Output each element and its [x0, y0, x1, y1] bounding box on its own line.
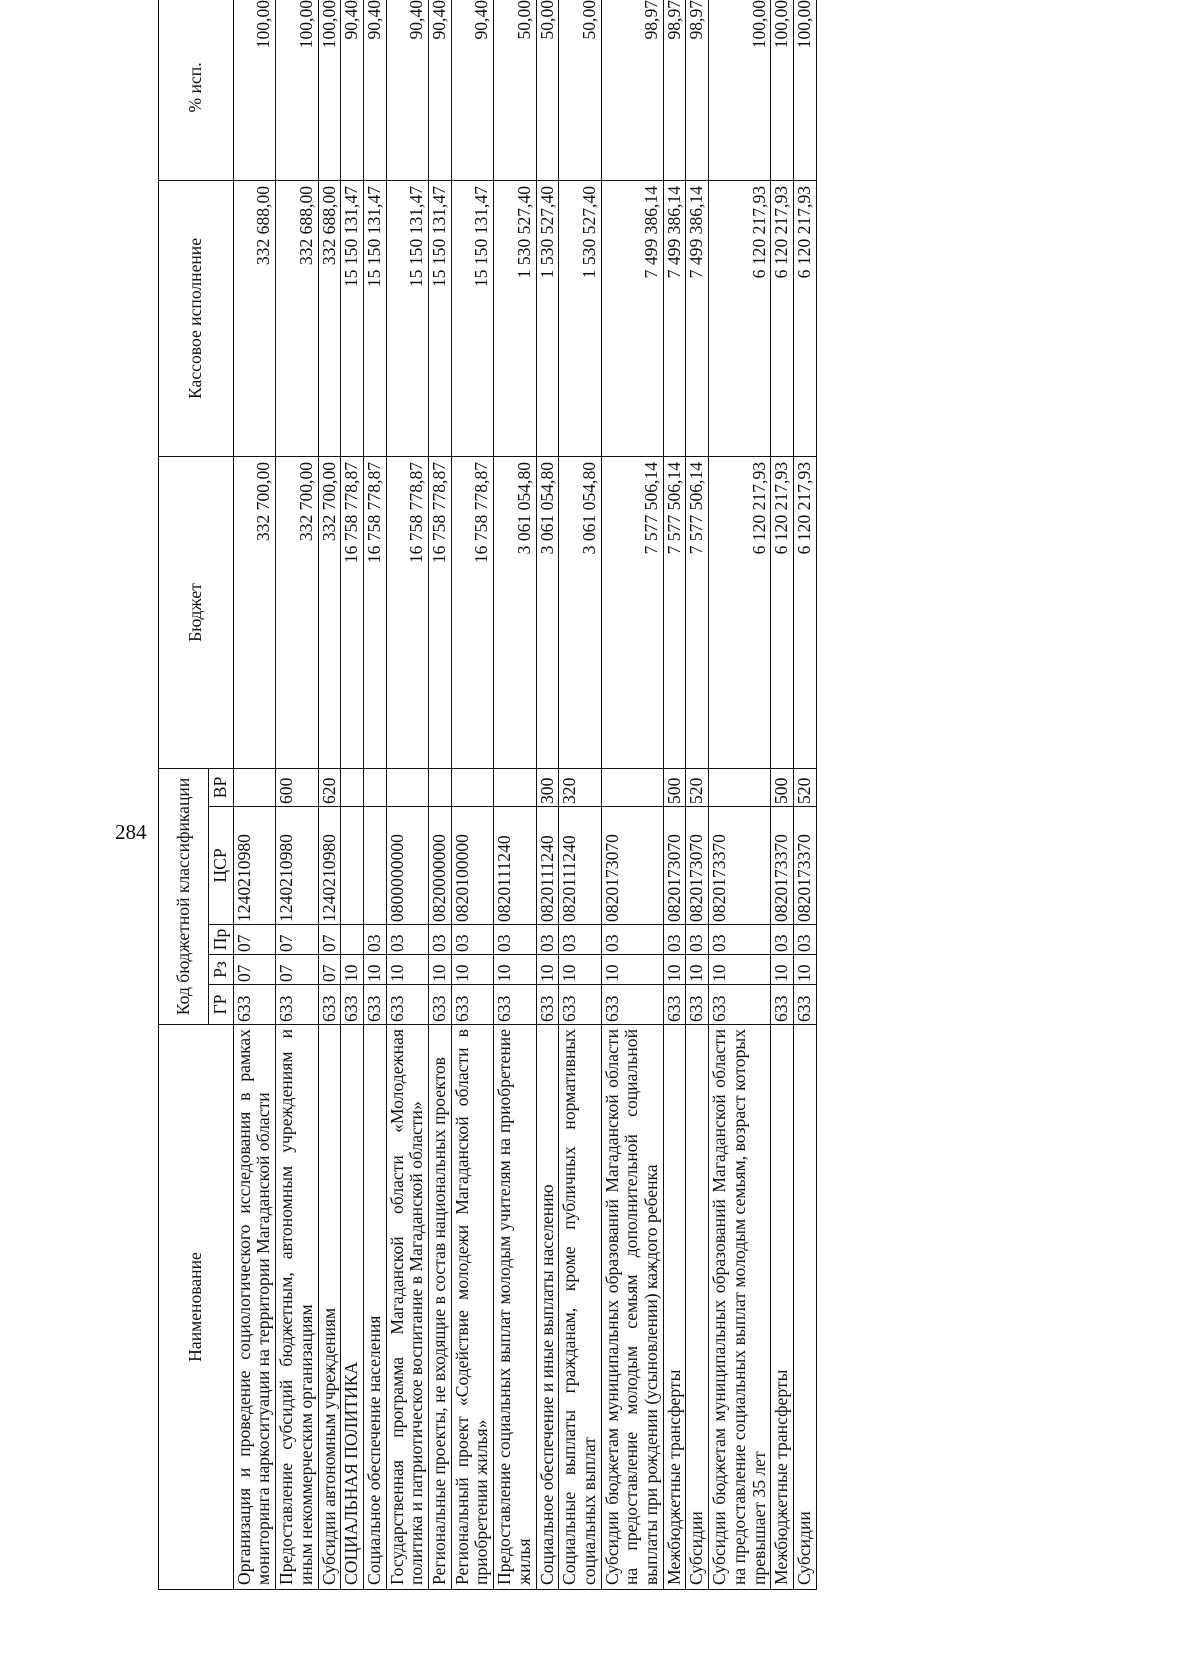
cell-csr: 0820173370 [709, 807, 771, 925]
page-number: 284 [115, 820, 147, 844]
cell-vr [709, 768, 771, 806]
cell-gr: 633 [363, 985, 386, 1025]
cell-gr: 633 [601, 985, 663, 1025]
cell-cash: 7 499 386,14 [601, 180, 663, 456]
cell-name: Социальное обеспечение населения [363, 1025, 386, 1590]
cell-cash: 15 150 131,47 [363, 180, 386, 456]
cell-name: Субсидии автономным учреждениям [318, 1025, 341, 1590]
cell-rz: 10 [793, 955, 816, 985]
cell-gr: 633 [709, 985, 771, 1025]
cell-budget: 332 700,00 [276, 456, 318, 768]
cell-budget: 7 577 506,14 [601, 456, 663, 768]
cell-gr: 633 [771, 985, 794, 1025]
cell-budget: 3 061 054,80 [494, 456, 536, 768]
table-row [429, 0, 452, 1590]
cell-csr: 1240210980 [276, 807, 318, 925]
cell-csr: 0820173070 [663, 807, 686, 925]
header-pct: % исп. [159, 0, 234, 180]
table-row [233, 0, 275, 1590]
cell-cash: 7 499 386,14 [686, 180, 709, 456]
cell-budget: 6 120 217,93 [793, 456, 816, 768]
cell-name: Организация и проведение социологического исследования в рамках мониторинга наркоситуации на территории Магаданской области [233, 1025, 275, 1590]
cell-pct: 50,00 [494, 0, 536, 180]
cell-cash: 15 150 131,47 [451, 180, 493, 456]
rotated-table-container [158, 0, 1200, 1590]
cell-cash: 332 688,00 [233, 180, 275, 456]
cell-budget: 6 120 217,93 [709, 456, 771, 768]
cell-vr: 520 [793, 768, 816, 806]
header-budget: Бюджет [159, 456, 234, 768]
cell-budget: 7 577 506,14 [686, 456, 709, 768]
cell-name: Предоставление субсидий бюджетным, автономным учреждениям и иным некоммерческим организациям [276, 1025, 318, 1590]
cell-pr: 03 [494, 925, 536, 955]
cell-pct: 90,40 [451, 0, 493, 180]
cell-rz: 10 [536, 955, 559, 985]
cell-vr: 600 [276, 768, 318, 806]
cell-csr: 0820173070 [601, 807, 663, 925]
cell-csr [341, 807, 364, 925]
cell-gr: 633 [559, 985, 601, 1025]
cell-budget: 332 700,00 [233, 456, 275, 768]
cell-name: Социальные выплаты гражданам, кроме публичных нормативных социальных выплат [559, 1025, 601, 1590]
cell-gr: 633 [233, 985, 275, 1025]
cell-budget: 7 577 506,14 [663, 456, 686, 768]
cell-vr [429, 768, 452, 806]
table-row [793, 0, 816, 1590]
cell-budget: 332 700,00 [318, 456, 341, 768]
cell-pct: 98,97 [601, 0, 663, 180]
cell-pct: 50,00 [559, 0, 601, 180]
header-rz: Рз [209, 955, 234, 985]
cell-csr: 0800000000 [386, 807, 428, 925]
cell-rz: 10 [601, 955, 663, 985]
cell-name: Региональные проекты, не входящие в состав национальных проектов [429, 1025, 452, 1590]
header-code-group: Код бюджетной классификации [159, 768, 209, 1024]
cell-gr: 633 [451, 985, 493, 1025]
cell-csr: 0820173370 [793, 807, 816, 925]
cell-rz: 07 [233, 955, 275, 985]
cell-cash: 1 530 527,40 [559, 180, 601, 456]
table-header [159, 0, 234, 1590]
cell-pct: 90,40 [363, 0, 386, 180]
cell-vr [363, 768, 386, 806]
cell-pr: 03 [663, 925, 686, 955]
cell-rz: 10 [494, 955, 536, 985]
cell-gr: 633 [663, 985, 686, 1025]
cell-pct: 90,40 [386, 0, 428, 180]
cell-vr [386, 768, 428, 806]
cell-vr: 300 [536, 768, 559, 806]
cell-pr: 07 [276, 925, 318, 955]
cell-vr [341, 768, 364, 806]
cell-pct: 90,40 [429, 0, 452, 180]
cell-gr: 633 [494, 985, 536, 1025]
table-row [559, 0, 601, 1590]
table-row [709, 0, 771, 1590]
cell-pct: 100,00 [318, 0, 341, 180]
cell-gr: 633 [429, 985, 452, 1025]
header-csr: ЦСР [209, 807, 234, 925]
cell-cash: 15 150 131,47 [341, 180, 364, 456]
cell-gr: 633 [686, 985, 709, 1025]
cell-name: Субсидии бюджетам муниципальных образований Магаданской области на предоставление социальных выплат молодым семьям, возраст которых превышает 35 лет [709, 1025, 771, 1590]
header-pr: Пр [209, 925, 234, 955]
table-row [536, 0, 559, 1590]
cell-pr: 03 [709, 925, 771, 955]
cell-cash: 7 499 386,14 [663, 180, 686, 456]
cell-rz: 10 [686, 955, 709, 985]
table-row [451, 0, 493, 1590]
cell-pr: 07 [233, 925, 275, 955]
cell-pct: 100,00 [276, 0, 318, 180]
cell-pct: 50,00 [536, 0, 559, 180]
cell-csr: 1240210980 [318, 807, 341, 925]
table-row [386, 0, 428, 1590]
cell-vr [233, 768, 275, 806]
table-row [686, 0, 709, 1590]
cell-cash: 1 530 527,40 [494, 180, 536, 456]
cell-name: Предоставление социальных выплат молодым учителям на приобретение жилья [494, 1025, 536, 1590]
cell-pr: 03 [429, 925, 452, 955]
cell-budget: 16 758 778,87 [386, 456, 428, 768]
cell-pr: 03 [686, 925, 709, 955]
header-gr: ГР [209, 985, 234, 1025]
table-row [601, 0, 663, 1590]
cell-cash: 15 150 131,47 [386, 180, 428, 456]
cell-budget: 16 758 778,87 [363, 456, 386, 768]
cell-pr: 03 [793, 925, 816, 955]
cell-pct: 98,97 [686, 0, 709, 180]
cell-vr [494, 768, 536, 806]
cell-budget: 16 758 778,87 [341, 456, 364, 768]
cell-gr: 633 [318, 985, 341, 1025]
cell-rz: 07 [276, 955, 318, 985]
cell-rz: 10 [771, 955, 794, 985]
table-row [663, 0, 686, 1590]
cell-pr: 03 [601, 925, 663, 955]
cell-name: Межбюджетные трансферты [663, 1025, 686, 1590]
cell-pct: 100,00 [233, 0, 275, 180]
cell-rz: 07 [318, 955, 341, 985]
cell-vr: 320 [559, 768, 601, 806]
header-cash: Кассовое исполнение [159, 180, 234, 456]
cell-budget: 3 061 054,80 [559, 456, 601, 768]
cell-gr: 633 [793, 985, 816, 1025]
cell-name: Субсидии [686, 1025, 709, 1590]
cell-rz: 10 [663, 955, 686, 985]
cell-vr [601, 768, 663, 806]
cell-pct: 100,00 [771, 0, 794, 180]
table-row [341, 0, 364, 1590]
cell-name: Региональный проект «Содействие молодежи Магаданской области в приобретении жилья» [451, 1025, 493, 1590]
cell-pr: 07 [318, 925, 341, 955]
cell-vr: 620 [318, 768, 341, 806]
cell-cash: 6 120 217,93 [709, 180, 771, 456]
cell-budget: 3 061 054,80 [536, 456, 559, 768]
cell-budget: 6 120 217,93 [771, 456, 794, 768]
cell-pct: 100,00 [709, 0, 771, 180]
table-row [276, 0, 318, 1590]
cell-budget: 16 758 778,87 [429, 456, 452, 768]
cell-gr: 633 [386, 985, 428, 1025]
cell-pr: 03 [386, 925, 428, 955]
cell-csr: 0820111240 [536, 807, 559, 925]
cell-pr: 03 [451, 925, 493, 955]
cell-rz: 10 [341, 955, 364, 985]
cell-vr: 500 [663, 768, 686, 806]
table-row [771, 0, 794, 1590]
cell-csr: 0820173370 [771, 807, 794, 925]
table-row [363, 0, 386, 1590]
cell-name: Социальное обеспечение и иные выплаты населению [536, 1025, 559, 1590]
cell-budget: 16 758 778,87 [451, 456, 493, 768]
cell-name: Государственная программа Магаданской области «Молодежная политика и патриотическое воспитание в Магаданской области» [386, 1025, 428, 1590]
budget-table [158, 0, 817, 1590]
cell-csr: 1240210980 [233, 807, 275, 925]
cell-rz: 10 [709, 955, 771, 985]
cell-rz: 10 [451, 955, 493, 985]
cell-pct: 98,97 [663, 0, 686, 180]
header-vr: ВР [209, 768, 234, 806]
cell-gr: 633 [276, 985, 318, 1025]
cell-rz: 10 [363, 955, 386, 985]
cell-csr: 0820111240 [494, 807, 536, 925]
cell-csr: 0820173070 [686, 807, 709, 925]
header-name: Наименование [159, 1025, 234, 1590]
table-body [233, 0, 816, 1590]
cell-cash: 332 688,00 [276, 180, 318, 456]
cell-vr: 500 [771, 768, 794, 806]
table-row [318, 0, 341, 1590]
cell-name: Субсидии бюджетам муниципальных образований Магаданской области на предоставление молодым семьям дополнительной социальной выплаты при рождении (усыновлении) каждого ребенка [601, 1025, 663, 1590]
table-row [494, 0, 536, 1590]
cell-rz: 10 [429, 955, 452, 985]
cell-cash: 15 150 131,47 [429, 180, 452, 456]
cell-cash: 332 688,00 [318, 180, 341, 456]
cell-vr: 520 [686, 768, 709, 806]
cell-cash: 1 530 527,40 [536, 180, 559, 456]
cell-name: Межбюджетные трансферты [771, 1025, 794, 1590]
cell-rz: 10 [386, 955, 428, 985]
cell-csr [363, 807, 386, 925]
cell-pr: 03 [771, 925, 794, 955]
cell-cash: 6 120 217,93 [793, 180, 816, 456]
cell-gr: 633 [536, 985, 559, 1025]
cell-csr: 0820111240 [559, 807, 601, 925]
cell-csr: 0820100000 [451, 807, 493, 925]
cell-pct: 100,00 [793, 0, 816, 180]
cell-gr: 633 [341, 985, 364, 1025]
cell-pr: 03 [536, 925, 559, 955]
cell-csr: 0820000000 [429, 807, 452, 925]
cell-name: СОЦИАЛЬНАЯ ПОЛИТИКА [341, 1025, 364, 1590]
cell-name: Субсидии [793, 1025, 816, 1590]
cell-pr: 03 [559, 925, 601, 955]
cell-pct: 90,40 [341, 0, 364, 180]
cell-rz: 10 [559, 955, 601, 985]
cell-pr: 03 [363, 925, 386, 955]
cell-cash: 6 120 217,93 [771, 180, 794, 456]
cell-pr [341, 925, 364, 955]
cell-vr [451, 768, 493, 806]
